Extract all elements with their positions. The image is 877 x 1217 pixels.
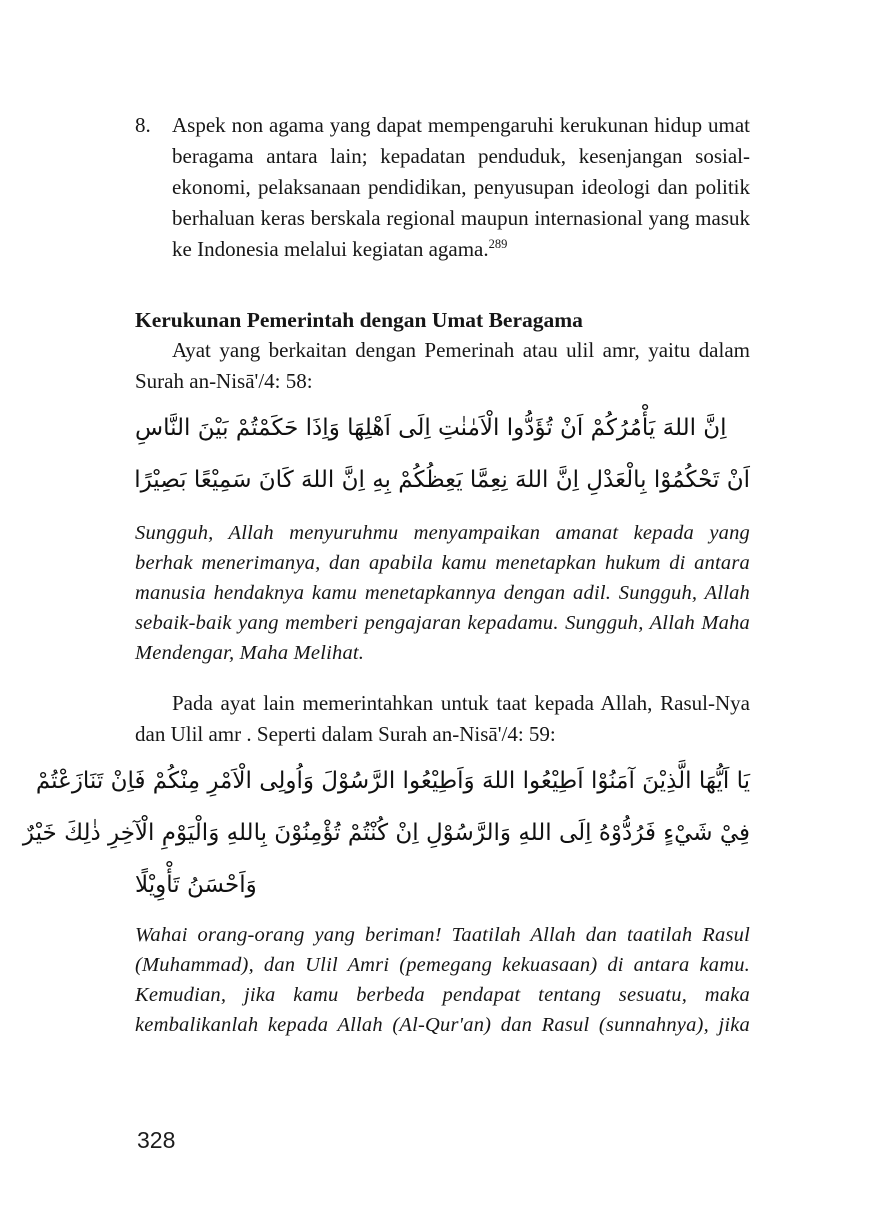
arabic-verse-line: يَا اَيُّهَا الَّذِيْنَ آمَنُوْا اَطِيْعُوا اللهَ وَاَطِيْعُوا الرَّسُوْلَ وَاُولِى الْاَمْرِ مِنْكُمْ فَاِنْ تَنَازَعْتُمْ	[35, 768, 750, 794]
verse-translation-1: Sungguh, Allah menyuruhmu menyampaikan amanat kepada yang berhak menerimanya, dan apabila kamu menetapkan hukum di antara manusia hendaknya kamu menetapkannya dengan adil. Sungguh, Allah sebaik-baik yang memberi pengajaran kepadamu. Sungguh, Allah Maha Mendengar, Maha Melihat.	[135, 522, 750, 664]
list-item-body: Aspek non agama yang dapat mempengaruhi kerukunan hidup umat beragama antara lain; kepadatan penduduk, kesenjangan sosial-ekonomi, pelaksanaan pendidikan, penyusupan ideologi dan politik berhaluan keras berskala regional maupun internasional yang masuk ke Indonesia melalui kegiatan agama.	[172, 113, 750, 261]
quran-verse-an-nisa-59	[22, 755, 750, 911]
quran-verse-an-nisa-58	[135, 402, 750, 506]
page-number: 328	[137, 1127, 176, 1153]
intro-paragraph-1: Ayat yang berkaitan dengan Pemerinah atau ulil amr, yaitu dalam Surah an-Nisā'/4: 58:	[135, 338, 750, 393]
arabic-verse-line: وَاَحْسَنُ تَأْوِيْلًا	[135, 872, 257, 898]
arabic-verse-line: اِنَّ اللهَ يَأْمُرُكُمْ اَنْ تُؤَدُّوا الْاَمٰنٰتِ اِلَى اَهْلِهَا وَاِذَا حَكَمْتُمْ بَيْنَ النَّاسِ	[135, 415, 727, 441]
footnote-reference: 289	[488, 237, 508, 251]
intro-paragraph-2: Pada ayat lain memerintahkan untuk taat kepada Allah, Rasul-Nya dan Ulil amr . Seperti dalam Surah an-Nisā'/4: 59:	[135, 691, 750, 746]
list-item-number: 8.	[135, 113, 151, 137]
arabic-verse-line: اَنْ تَحْكُمُوْا بِالْعَدْلِ اِنَّ اللهَ نِعِمَّا يَعِظُكُمْ بِهِ اِنَّ اللهَ كَانَ سَمِيْعًا بَصِيْرًا	[134, 467, 750, 493]
verse-translation-2: Wahai orang-orang yang beriman! Taatilah Allah dan taatilah Rasul (Muhammad), dan Ulil Amri (pemegang kekuasaan) di antara kamu. Kemudian, jika kamu berbeda pendapat tentang sesuatu, maka kembalikanlah kepada Allah (Al-Qur'an) dan Rasul (sunnahnya), jika	[135, 924, 750, 1036]
list-item-text	[172, 110, 750, 265]
section-heading: Kerukunan Pemerintah dengan Umat Beragama	[135, 308, 583, 332]
arabic-verse-line: فِيْ شَيْءٍ فَرُدُّوْهُ اِلَى اللهِ وَالرَّسُوْلِ اِنْ كُنْتُمْ تُؤْمِنُوْنَ بِاللهِ وَالْيَوْمِ الْآخِرِ ذٰلِكَ خَيْرٌ	[22, 820, 750, 846]
numbered-list-item-8	[135, 110, 750, 265]
